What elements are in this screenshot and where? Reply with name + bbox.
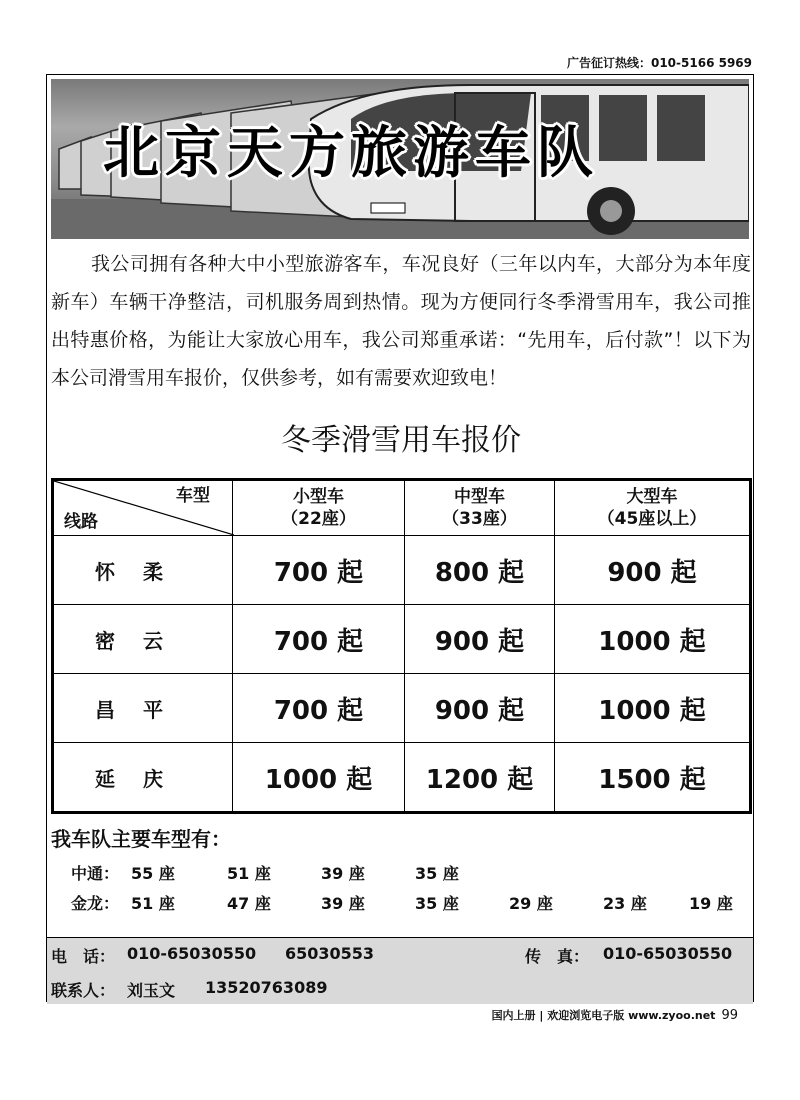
price-section-title: 冬季滑雪用车报价 [281,423,521,458]
phone-label: 电 话： [51,947,116,966]
intro-paragraph: 我公司拥有各种大中小型旅游客车，车况良好（三年以内车，大部分为本年度新车）车辆干净整洁，司机服务周到热情。现为方便同行冬季滑雪用车，我公司推出特惠价格，为能让大家放心用车，我公司郑重承诺：“先用车，后付款”！以下为本公司滑雪用车报价，仅供参考，如有需要欢迎致电！ [51,253,751,389]
seat-option: 39 座 [321,864,365,883]
corner-label-route: 线路 [64,512,98,532]
price-cell: 1000 起 [233,743,405,813]
ad-hotline: 广告征订热线：010-5166 5969 [566,56,752,70]
seat-option: 51 座 [131,894,175,913]
column-header-medium [405,480,555,536]
column-header-large [555,480,751,536]
column-seats: （45座以上） [597,509,707,529]
route-cell: 昌平 [53,674,233,743]
banner-title: 北京天方旅游车队 [103,121,599,186]
seat-option: 51 座 [227,864,271,883]
page-footer [492,1007,738,1023]
advert-frame [46,74,754,1002]
column-seats: （22座） [281,509,356,529]
footer-text: 国内上册 | 欢迎浏览电子版 www.zyoo.net [491,1009,716,1022]
column-name: 小型车 [293,487,344,507]
seat-option: 29 座 [509,894,553,913]
table-row [53,605,751,674]
price-cell: 900 起 [405,674,555,743]
price-cell: 1500 起 [555,743,751,813]
table-row [53,743,751,813]
price-table [51,478,752,814]
seat-option: 19 座 [689,894,733,913]
jinlong-label: 金龙： [71,894,120,913]
page-number: 99 [721,1008,738,1023]
column-seats: （33座） [442,509,517,529]
banner-photo [51,79,749,239]
seat-option: 35 座 [415,864,459,883]
table-corner-cell [53,480,233,536]
contact-person-label: 联系人： [51,981,116,1000]
mobile-number: 13520763089 [205,978,328,997]
contact-bar [47,937,753,1004]
seat-option: 23 座 [603,894,647,913]
column-header-small [233,480,405,536]
table-header-row [53,480,751,536]
route-cell: 密云 [53,605,233,674]
phone-number-1: 010-65030550 [127,944,257,963]
price-cell: 1200 起 [405,743,555,813]
table-row [53,674,751,743]
phone-number-2: 65030553 [285,944,375,963]
price-cell: 700 起 [233,536,405,605]
route-cell: 延庆 [53,743,233,813]
route-cell: 怀柔 [53,536,233,605]
fax-label: 传 真： [525,947,590,966]
seat-option: 35 座 [415,894,459,913]
column-name: 中型车 [454,487,505,507]
price-cell: 1000 起 [555,605,751,674]
contact-person-name: 刘玉文 [127,981,176,1000]
seat-option: 39 座 [321,894,365,913]
fleet-heading: 我车队主要车型有： [51,827,231,851]
zhongtong-label: 中通： [71,864,120,883]
price-cell: 800 起 [405,536,555,605]
price-cell: 900 起 [405,605,555,674]
seat-option: 55 座 [131,864,175,883]
seat-option: 47 座 [227,894,271,913]
price-cell: 700 起 [233,605,405,674]
price-cell: 900 起 [555,536,751,605]
price-cell: 700 起 [233,674,405,743]
table-row [53,536,751,605]
price-cell: 1000 起 [555,674,751,743]
corner-label-vehicle-type: 车型 [176,486,210,506]
column-name: 大型车 [626,487,678,507]
fax-number: 010-65030550 [603,944,733,963]
